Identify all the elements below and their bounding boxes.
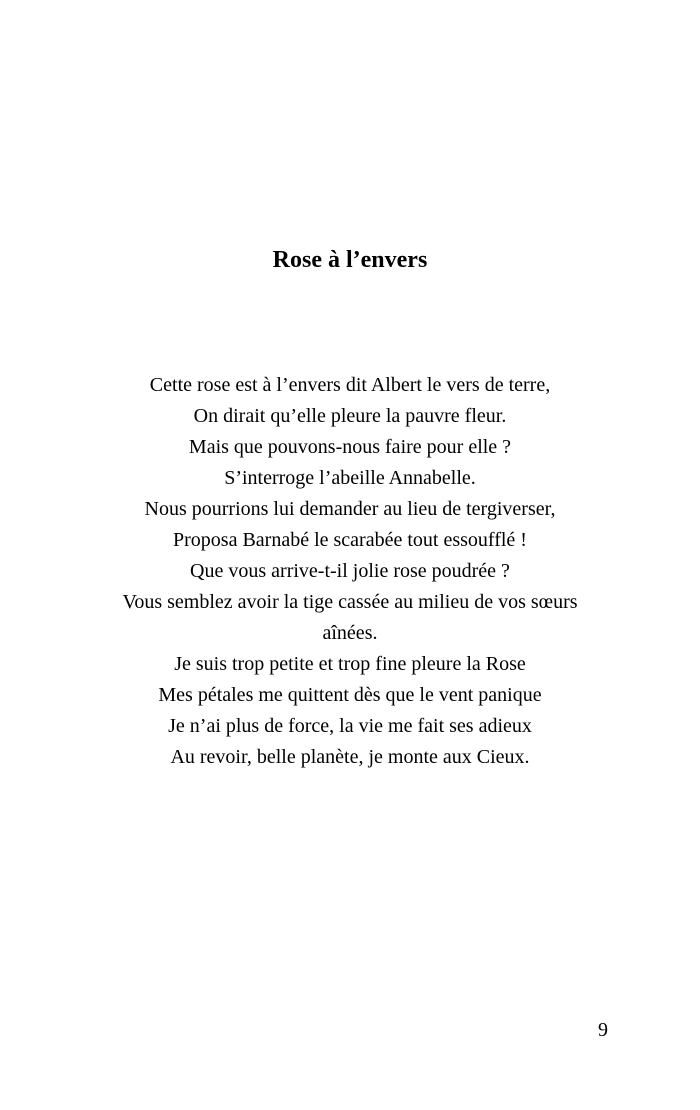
poem-line: Je suis trop petite et trop fine pleure la Rose [174,653,526,675]
poem-line: aînées. [322,622,378,644]
poem-line: Proposa Barnabé le scarabée tout essoufflé ! [173,529,527,551]
poem-line: Vous semblez avoir la tige cassée au milieu de vos sœurs [122,591,578,613]
poem-line: Mes pétales me quittent dès que le vent panique [158,684,542,706]
poem-line: On dirait qu’elle pleure la pauvre fleur. [193,405,507,427]
page-number: 9 [598,1019,608,1041]
poem-line: Que vous arrive-t-il jolie rose poudrée ? [190,560,510,582]
poem-line: S’interroge l’abeille Annabelle. [224,467,476,489]
poem-line: Cette rose est à l’envers dit Albert le vers de terre, [149,374,551,396]
poem-line: Nous pourrions lui demander au lieu de tergiverser, [144,498,556,520]
poem-title: Rose à l’envers [272,247,428,273]
poem-line: Je n’ai plus de force, la vie me fait ses adieux [168,715,532,737]
poem-line: Mais que pouvons-nous faire pour elle ? [188,436,512,458]
poem-body [80,370,620,773]
poem-line: Au revoir, belle planète, je monte aux Cieux. [170,746,530,768]
